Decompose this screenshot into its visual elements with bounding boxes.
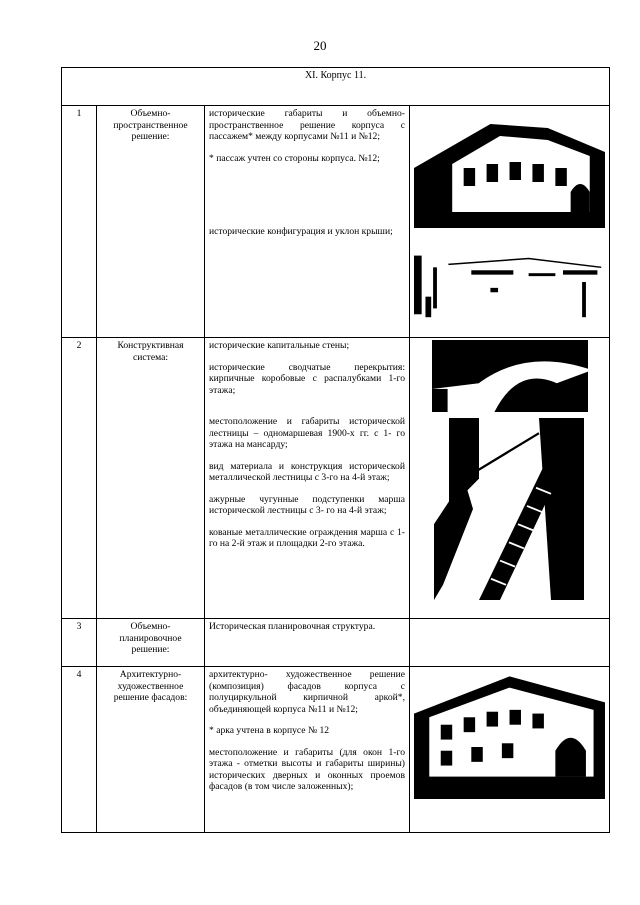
row-number: 3 <box>62 619 97 667</box>
row-photos <box>410 338 610 619</box>
section-title: XI. Корпус 11. <box>62 68 610 106</box>
row-category: Конструктивная система: <box>97 338 205 619</box>
description-item: исторические конфигурация и уклон крыши; <box>209 226 393 237</box>
row-category: Архитектурно-художественное решение фасадов: <box>97 667 205 833</box>
table-row <box>62 667 610 833</box>
description-item: архитектурно- художественное решение (композиция) фасадов корпуса с полуциркульной кирпичной аркой*, объединяющей корпуса №11 и №12; <box>209 669 405 715</box>
protected-elements-table <box>61 67 610 833</box>
row-description <box>205 338 410 619</box>
row-photos-empty <box>410 619 610 667</box>
description-item: исторические сводчатые перекрытия: кирпичные коробовые с распалубками 1-го этажа; <box>209 361 405 396</box>
row-category: Объемно-планировочное решение: <box>97 619 205 667</box>
description-item: местоположение и габариты (для окон 1-го этажа - отметки высоты и габариты ширины) исторических дверных и оконных проемов фасадов (в том числе заложенных); <box>209 746 405 792</box>
row-description <box>205 619 410 667</box>
photo-roof <box>414 238 605 326</box>
row-category: Объемно-пространственное решение: <box>97 106 205 338</box>
photo-vaulted-ceiling <box>432 340 588 412</box>
row-description <box>205 106 410 338</box>
description-item: местоположение и габариты исторической лестницы – одномаршевая 1900-х гг. с 1- го этажа на мансарду; <box>209 416 405 450</box>
description-item: исторические габариты и объемно-пространственное решение корпуса с пассажем* между корпусами №11 и №12; <box>209 108 405 142</box>
page-number: 20 <box>313 38 327 53</box>
table-row <box>62 338 610 619</box>
description-item: * арка учтена в корпусе № 12 <box>209 725 330 736</box>
description-item: исторические капитальные стены; <box>209 340 350 351</box>
row-photos <box>410 106 610 338</box>
table-header-row <box>62 68 610 106</box>
table-row <box>62 619 610 667</box>
row-number: 4 <box>62 667 97 833</box>
description-item: ажурные чугунные подступенки марша исторической лестницы с 3- го на 4-й этаж; <box>209 493 405 516</box>
description-item: Историческая планировочная структура. <box>209 621 376 632</box>
photo-facade-arch <box>414 669 605 799</box>
description-item: вид материала и конструкция исторической металлической лестницы с 3-го на 4-й этаж; <box>209 460 405 483</box>
table-row <box>62 106 610 338</box>
row-description <box>205 667 410 833</box>
photo-metal-staircase <box>434 418 584 600</box>
photo-building-facade <box>414 108 605 228</box>
description-item: кованые металлические ограждения марша с 1-го на 2-й этаж и площадки 2-го этажа. <box>209 526 405 549</box>
row-number: 2 <box>62 338 97 619</box>
description-item: * пассаж учтен со стороны корпуса. №12; <box>209 152 380 164</box>
row-number: 1 <box>62 106 97 338</box>
row-photos <box>410 667 610 833</box>
